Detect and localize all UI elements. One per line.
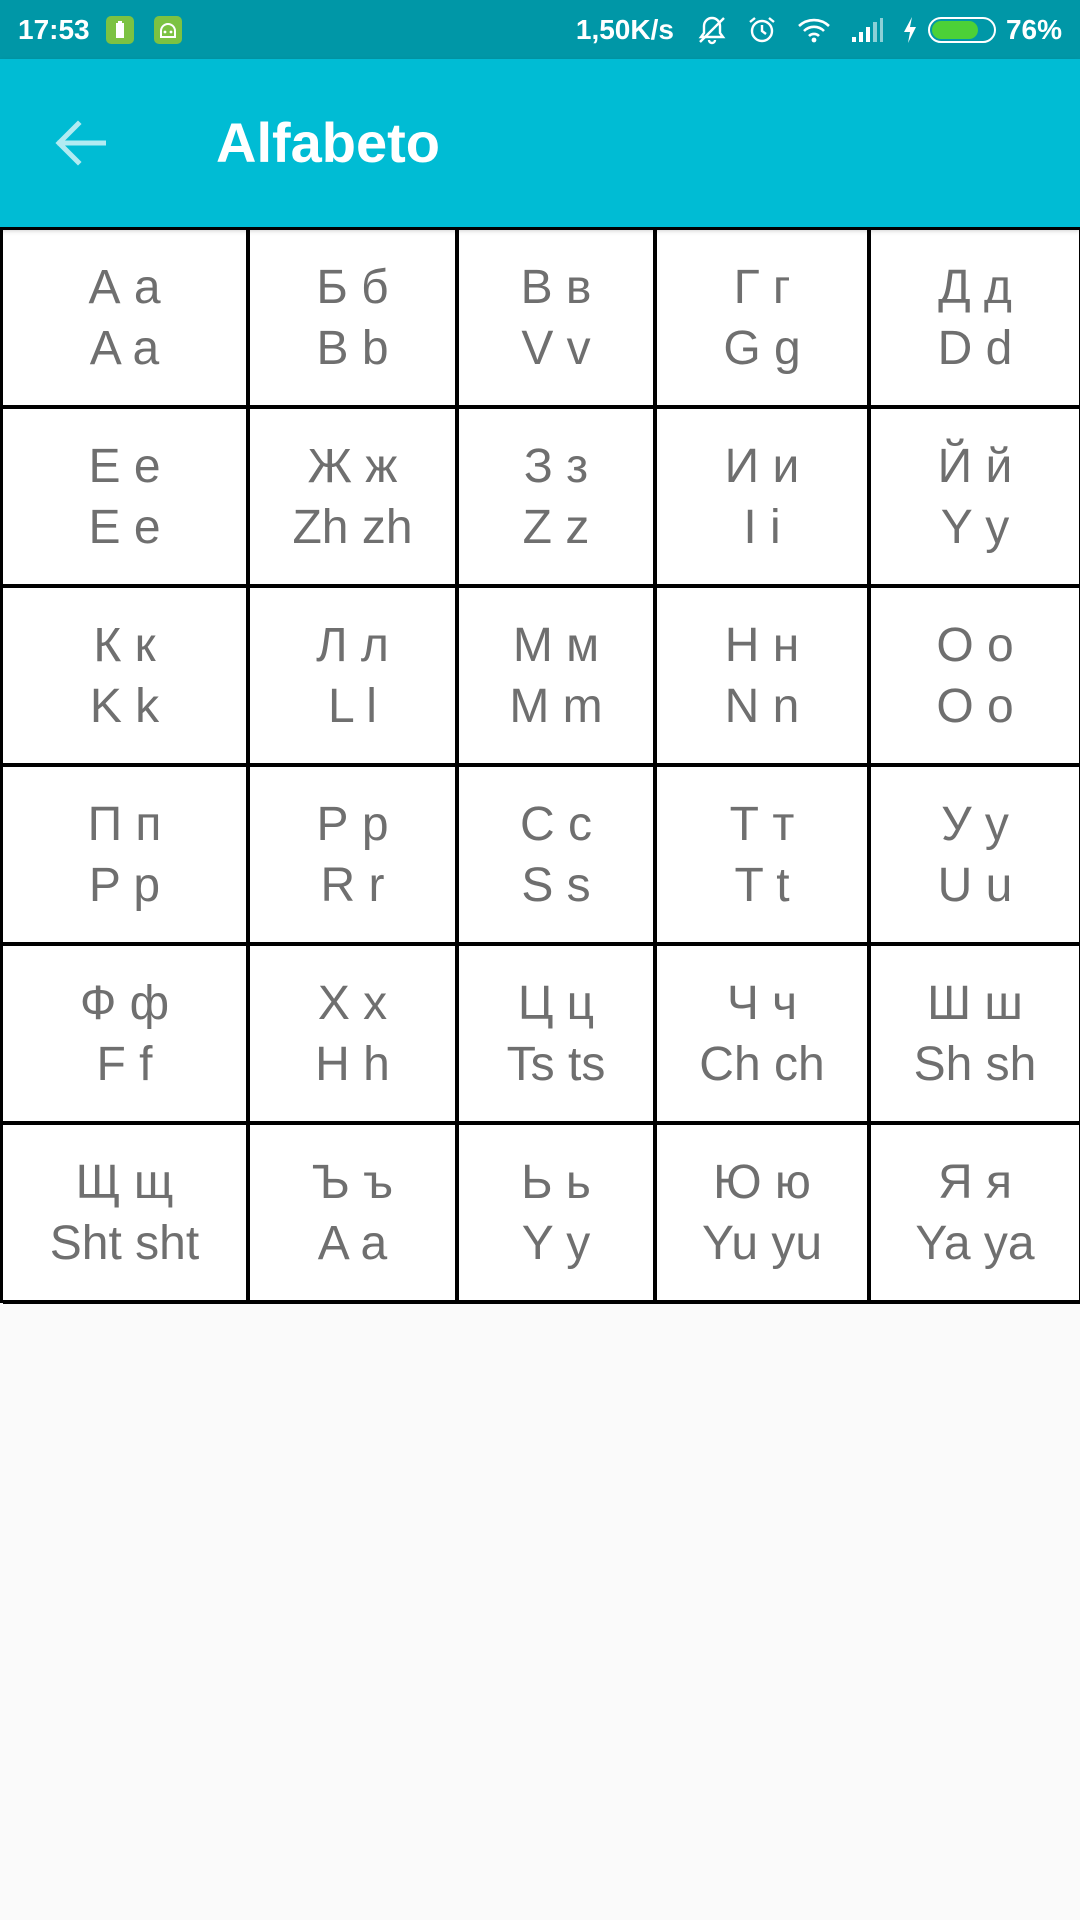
latin-transliteration: O o [936, 679, 1014, 733]
letter-cell[interactable] [250, 1125, 459, 1304]
letter-cell[interactable] [459, 230, 657, 409]
cyrillic-letter: Д д [938, 260, 1012, 314]
cyrillic-letter: Ю ю [713, 1155, 811, 1209]
latin-transliteration: Z z [522, 500, 590, 554]
cyrillic-letter: Е е [88, 439, 161, 493]
letter-cell[interactable] [250, 409, 459, 588]
letter-cell[interactable] [3, 1125, 250, 1304]
cyrillic-letter: П п [87, 797, 162, 851]
latin-transliteration: H h [315, 1037, 390, 1091]
latin-transliteration: A a [317, 1216, 388, 1270]
latin-transliteration: E e [88, 500, 161, 554]
letter-cell[interactable] [871, 409, 1080, 588]
letter-cell[interactable] [459, 409, 657, 588]
latin-transliteration: P p [88, 858, 161, 912]
cyrillic-letter: Й й [937, 439, 1013, 493]
letter-cell[interactable] [250, 588, 459, 767]
signal-icon [850, 17, 884, 43]
battery-notification-icon [106, 16, 134, 44]
cyrillic-letter: И и [724, 439, 800, 493]
latin-transliteration: B b [316, 321, 389, 375]
wifi-icon [796, 16, 832, 44]
status-bar-left [18, 0, 202, 59]
alphabet-grid [0, 227, 1080, 1303]
letter-cell[interactable] [250, 946, 459, 1125]
network-speed: 1,50K/s [575, 13, 674, 45]
latin-transliteration: A a [89, 321, 160, 375]
latin-transliteration: Zh zh [292, 500, 413, 554]
letter-cell[interactable] [657, 409, 871, 588]
latin-transliteration: V v [521, 321, 591, 375]
charging-icon [902, 16, 918, 44]
cyrillic-letter: Ь ь [521, 1155, 591, 1209]
letter-cell[interactable] [871, 1125, 1080, 1304]
status-time: 17:53 [18, 13, 90, 45]
letter-cell[interactable] [3, 946, 250, 1125]
letter-cell[interactable] [871, 946, 1080, 1125]
latin-transliteration: Sh sh [913, 1037, 1037, 1091]
letter-cell[interactable] [250, 230, 459, 409]
cyrillic-letter: М м [512, 618, 600, 672]
letter-cell[interactable] [3, 409, 250, 588]
cyrillic-letter: Ч ч [726, 976, 798, 1030]
letter-cell[interactable] [3, 767, 250, 946]
cyrillic-letter: Ф ф [79, 976, 170, 1030]
mute-icon [696, 15, 728, 45]
letter-cell[interactable] [657, 767, 871, 946]
latin-transliteration: S s [521, 858, 591, 912]
cyrillic-letter: Б б [316, 260, 389, 314]
latin-transliteration: Y y [521, 1216, 591, 1270]
letter-cell[interactable] [459, 588, 657, 767]
cyrillic-letter: Г г [733, 260, 791, 314]
latin-transliteration: Y y [940, 500, 1010, 554]
status-bar [0, 0, 1080, 59]
cyrillic-letter: Я я [938, 1155, 1012, 1209]
latin-transliteration: Ya ya [915, 1216, 1035, 1270]
page-title: Alfabeto [216, 111, 440, 174]
cyrillic-letter: Ж ж [307, 439, 398, 493]
cyrillic-letter: А а [88, 260, 161, 314]
alarm-icon [746, 15, 778, 45]
letter-cell[interactable] [250, 767, 459, 946]
letter-cell[interactable] [3, 588, 250, 767]
cyrillic-letter: В в [520, 260, 592, 314]
latin-transliteration: Ch ch [699, 1037, 825, 1091]
cyrillic-letter: Р р [316, 797, 389, 851]
letter-cell[interactable] [871, 767, 1080, 946]
arrow-left-icon [54, 119, 106, 167]
status-bar-right [576, 0, 1062, 59]
latin-transliteration: G g [723, 321, 801, 375]
android-notification-icon [154, 16, 182, 44]
letter-cell[interactable] [657, 1125, 871, 1304]
cyrillic-letter: К к [93, 618, 156, 672]
cyrillic-letter: Ш ш [927, 976, 1023, 1030]
letter-cell[interactable] [3, 230, 250, 409]
cyrillic-letter: Ъ ъ [311, 1155, 394, 1209]
letter-cell[interactable] [459, 767, 657, 946]
latin-transliteration: U u [937, 858, 1013, 912]
cyrillic-letter: Т т [729, 797, 795, 851]
letter-cell[interactable] [459, 946, 657, 1125]
cyrillic-letter: Щ щ [75, 1155, 174, 1209]
latin-transliteration: D d [937, 321, 1013, 375]
latin-transliteration: K k [89, 679, 160, 733]
cyrillic-letter: С с [520, 797, 592, 851]
letter-cell[interactable] [657, 230, 871, 409]
letter-cell[interactable] [459, 1125, 657, 1304]
back-button[interactable] [40, 103, 120, 183]
battery-icon [928, 17, 996, 43]
cyrillic-letter: У у [941, 797, 1009, 851]
cyrillic-letter: Н н [724, 618, 800, 672]
latin-transliteration: N n [724, 679, 800, 733]
cyrillic-letter: О о [936, 618, 1014, 672]
latin-transliteration: L l [328, 679, 377, 733]
cyrillic-letter: Х х [317, 976, 388, 1030]
latin-transliteration: T t [734, 858, 790, 912]
battery-level-fill [932, 21, 978, 39]
letter-cell[interactable] [657, 588, 871, 767]
latin-transliteration: F f [96, 1037, 153, 1091]
latin-transliteration: Ts ts [506, 1037, 606, 1091]
letter-cell[interactable] [657, 946, 871, 1125]
cyrillic-letter: Л л [316, 618, 389, 672]
letter-cell[interactable] [871, 588, 1080, 767]
letter-cell[interactable] [871, 230, 1080, 409]
latin-transliteration: Sht sht [49, 1216, 200, 1270]
cyrillic-letter: З з [523, 439, 589, 493]
cyrillic-letter: Ц ц [517, 976, 595, 1030]
app-bar [0, 59, 1080, 227]
battery-percent: 76% [1005, 13, 1062, 45]
latin-transliteration: M m [509, 679, 603, 733]
latin-transliteration: R r [320, 858, 385, 912]
latin-transliteration: I i [743, 500, 781, 554]
latin-transliteration: Yu yu [701, 1216, 823, 1270]
